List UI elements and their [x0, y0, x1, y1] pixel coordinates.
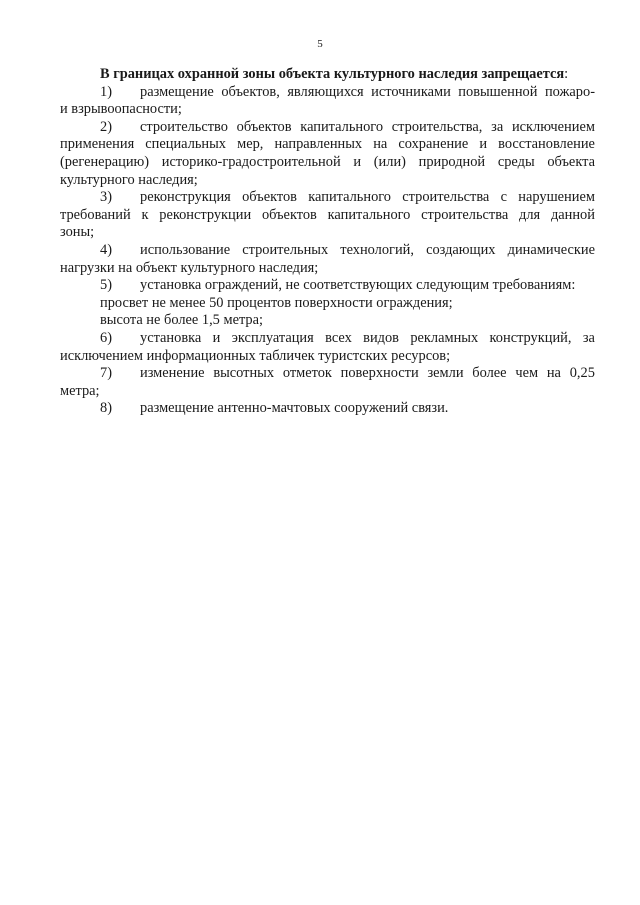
list-item — [60, 189, 595, 242]
item-number: 2) — [100, 118, 112, 135]
list-item — [60, 400, 595, 418]
item-number: 5) — [100, 277, 112, 294]
item-text-line: метра; — [60, 382, 100, 399]
heading-colon: : — [564, 66, 569, 82]
item-text-line: применения специальных мер, направленных на сохранение и восстановление — [60, 136, 595, 153]
item-number: 4) — [100, 241, 112, 258]
list-item — [60, 242, 595, 277]
item-text-line: установка ограждений, не соответствующих следующим требованиям: — [140, 277, 576, 294]
item-text-line: размещение антенно-мачтовых сооружений связи. — [140, 400, 449, 417]
heading-text: В границах охранной зоны объекта культурного наследия запрещается — [100, 66, 565, 82]
page-number: 5 — [317, 38, 323, 50]
item-number: 3) — [100, 189, 112, 206]
item-text-line: (регенерацию) историко-градостроительной и (или) природной среды объекта — [60, 153, 595, 170]
document-body — [60, 66, 595, 418]
list-item — [60, 119, 595, 189]
prohibition-list — [60, 84, 595, 418]
item-text-line: нагрузки на объект культурного наследия; — [60, 259, 319, 276]
item-text-line: строительство объектов капитального строительства, за исключением — [140, 118, 595, 135]
item-number: 1) — [100, 83, 112, 100]
item-subline: просвет не менее 50 процентов поверхности ограждения; — [100, 294, 453, 311]
item-text-line: и взрывоопасности; — [60, 101, 182, 118]
item-text-line: культурного наследия; — [60, 171, 198, 188]
item-text-line: исключением информационных табличек туристских ресурсов; — [60, 347, 451, 364]
item-text-line: зоны; — [60, 224, 95, 241]
section-heading — [60, 66, 595, 84]
list-item — [60, 84, 595, 119]
item-text-line: использование строительных технологий, создающих динамические — [140, 241, 595, 258]
list-item — [60, 330, 595, 365]
item-text-line: требований к реконструкции объектов капитального строительства для данной — [60, 206, 595, 223]
list-item — [60, 277, 595, 330]
item-text-line: реконструкция объектов капитального строительства с нарушением — [140, 189, 595, 206]
item-number: 6) — [100, 329, 112, 346]
item-text-line: установка и эксплуатация всех видов рекламных конструкций, за — [140, 329, 595, 346]
item-text-line: изменение высотных отметок поверхности земли более чем на 0,25 — [140, 365, 595, 382]
item-subline: высота не более 1,5 метра; — [100, 312, 263, 329]
item-text-line: размещение объектов, являющихся источниками повышенной пожаро- — [140, 83, 595, 100]
item-number: 7) — [100, 365, 112, 382]
list-item — [60, 365, 595, 400]
item-number: 8) — [100, 400, 112, 417]
